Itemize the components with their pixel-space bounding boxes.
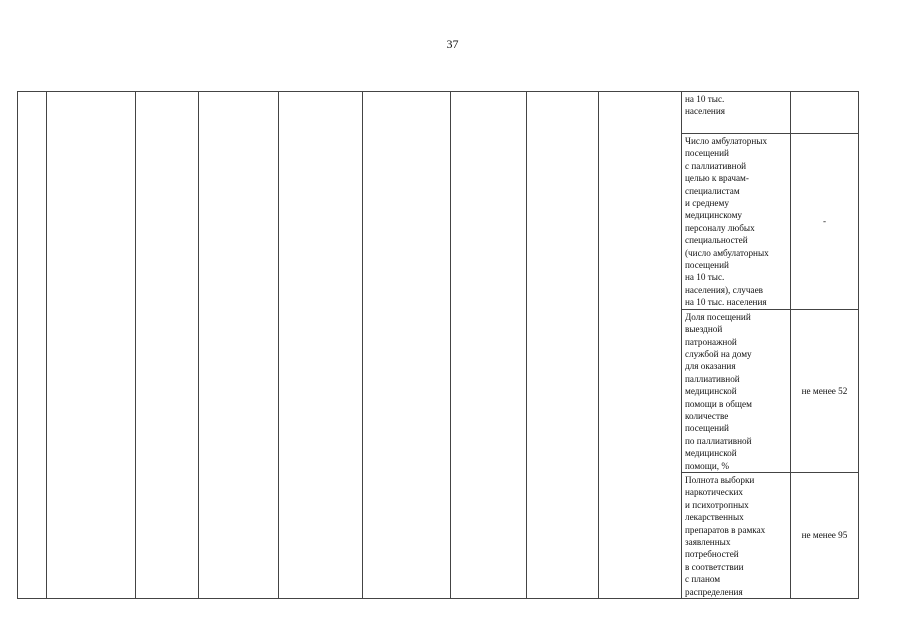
table-row [18, 92, 859, 134]
table-cell-empty [279, 92, 363, 599]
indicator-value-cell: не менее 95 [791, 472, 859, 598]
table-cell-empty [363, 92, 451, 599]
table-cell-empty [136, 92, 199, 599]
indicator-value-cell: - [791, 134, 859, 310]
table-cell-empty [47, 92, 136, 599]
indicator-value-cell [791, 92, 859, 134]
indicator-value-cell: не менее 52 [791, 309, 859, 472]
table-cell-empty [451, 92, 527, 599]
table-cell-empty [527, 92, 599, 599]
table-cell-empty [599, 92, 682, 599]
indicator-name-cell: Доля посещений выездной патронажной службой на дому для оказания паллиативной медицинской помощи в общем количестве посещений по паллиативной медицинской помощи, % [682, 309, 791, 472]
indicator-name-cell: на 10 тыс. населения [682, 92, 791, 134]
indicator-name-cell: Полнота выборки наркотических и психотропных лекарственных препаратов в рамках заявленных потребностей в соответствии с планом распределения [682, 472, 791, 598]
indicators-table [17, 91, 859, 599]
page-number: 37 [446, 37, 459, 51]
indicator-name-cell: Число амбулаторных посещений с паллиативной целью к врачам- специалистам и среднему медицинскому персоналу любых специальностей (число амбулаторных посещений на 10 тыс. населения), случаев на 10 тыс. населения [682, 134, 791, 310]
table-cell-empty [199, 92, 279, 599]
table-cell-empty [18, 92, 47, 599]
